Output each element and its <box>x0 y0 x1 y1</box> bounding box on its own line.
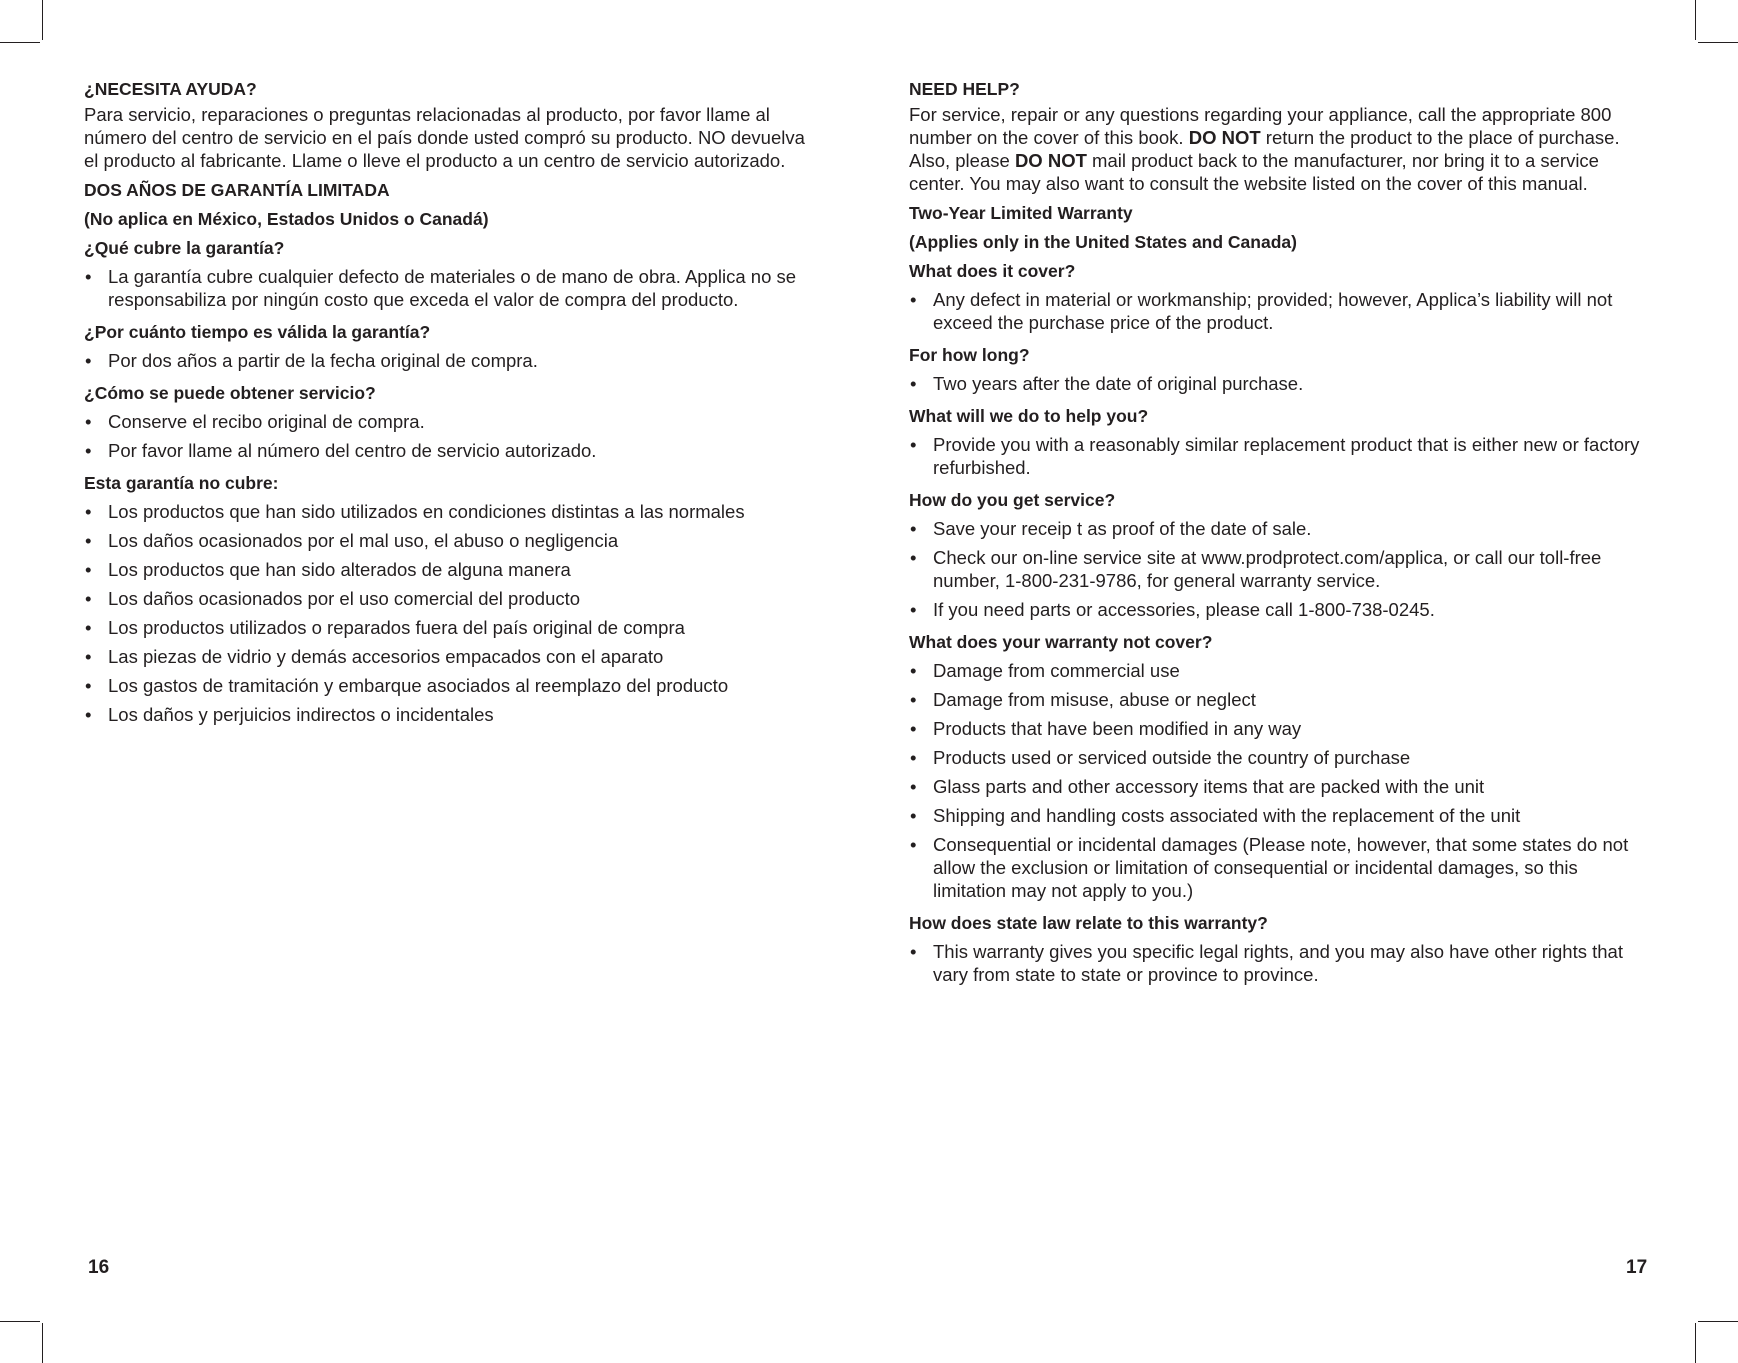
bullet-icon: • <box>910 660 917 681</box>
section-need-help <box>909 78 1654 195</box>
bullet-list <box>84 500 816 726</box>
list-item-text: Los productos que han sido alterados de alguna manera <box>108 559 571 580</box>
crop-mark <box>1695 1323 1696 1363</box>
list-item <box>84 500 816 523</box>
bullet-icon: • <box>910 805 917 826</box>
list-item <box>909 717 1654 740</box>
section-heading: Two-Year Limited Warranty <box>909 203 1133 223</box>
bullet-icon: • <box>910 747 917 768</box>
list-item-text: Los daños ocasionados por el uso comercial del producto <box>108 588 581 609</box>
bullet-icon: • <box>85 675 92 696</box>
list-item-text: Los productos que han sido utilizados en condiciones distintas a las normales <box>108 501 745 522</box>
section-not-cover <box>909 627 1654 902</box>
section-how-long <box>909 340 1654 395</box>
bullet-icon: • <box>85 617 92 638</box>
bullet-list <box>909 940 1654 986</box>
section-heading: (No aplica en México, Estados Unidos o Canadá) <box>84 209 489 229</box>
list-item-text: Las piezas de vidrio y demás accesorios empacados con el aparato <box>108 646 664 667</box>
list-item-text: Consequential or incidental damages (Please note, however, that some states do not allow the exclusion or limitation of consequential or incidental damages, so this limitation may not apply to you.) <box>933 834 1629 901</box>
bullet-list <box>909 433 1654 479</box>
list-item-text: Damage from commercial use <box>933 660 1180 681</box>
list-item-text: Any defect in material or workmanship; provided; however, Applica’s liability will not exceed the purchase price of the product. <box>933 289 1613 333</box>
list-item-text: Damage from misuse, abuse or neglect <box>933 689 1256 710</box>
bullet-icon: • <box>910 599 917 620</box>
bullet-icon: • <box>910 373 917 394</box>
section-what-cover <box>909 256 1654 334</box>
bullet-icon: • <box>85 350 92 371</box>
section-heading: How does state law relate to this warranty? <box>909 913 1268 933</box>
list-item <box>909 598 1654 621</box>
list-item-text: Products used or serviced outside the country of purchase <box>933 747 1411 768</box>
list-item-text: Two years after the date of original purchase. <box>933 373 1304 394</box>
list-item-text: Products that have been modified in any way <box>933 718 1302 739</box>
bullet-icon: • <box>85 411 92 432</box>
bullet-list <box>84 349 816 372</box>
section-state-law <box>909 908 1654 986</box>
bullet-icon: • <box>910 289 917 310</box>
section-heading: How do you get service? <box>909 490 1116 510</box>
left-page-column <box>84 78 816 732</box>
list-item <box>909 688 1654 711</box>
section-heading: Esta garantía no cubre: <box>84 473 279 493</box>
section-que-cubre <box>84 233 816 311</box>
list-item-text: This warranty gives you specific legal rights, and you may also have other rights that vary from state to state or province to province. <box>933 941 1623 985</box>
list-item <box>84 645 816 668</box>
list-item <box>909 372 1654 395</box>
section-garantia-scope <box>84 204 816 233</box>
section-heading: (Applies only in the United States and Canada) <box>909 232 1297 252</box>
section-heading: ¿Qué cubre la garantía? <box>84 238 285 258</box>
section-heading: What does it cover? <box>909 261 1076 281</box>
section-obtener-servicio <box>84 378 816 462</box>
section-heading: What will we do to help you? <box>909 406 1149 426</box>
section-heading: What does your warranty not cover? <box>909 632 1213 652</box>
list-item-text: Los gastos de tramitación y embarque asociados al reemplazo del producto <box>108 675 729 696</box>
bullet-icon: • <box>85 646 92 667</box>
list-item-text: Los daños ocasionados por el mal uso, el abuso o negligencia <box>108 530 619 551</box>
list-item-text: Conserve el recibo original de compra. <box>108 411 425 432</box>
list-item <box>84 265 816 311</box>
list-item <box>84 587 816 610</box>
bullet-icon: • <box>85 501 92 522</box>
list-item <box>84 439 816 462</box>
bullet-icon: • <box>85 440 92 461</box>
list-item <box>84 349 816 372</box>
section-warranty-title <box>909 198 1654 227</box>
page-number-left: 16 <box>88 1257 110 1278</box>
list-item-text: Por dos años a partir de la fecha original de compra. <box>108 350 538 371</box>
paragraph-text: mail product back to the manufacturer, nor bring it to a service center. You may also want to consult the website listed on the cover of this manual. <box>909 150 1599 194</box>
list-item <box>909 940 1654 986</box>
page-number-right: 17 <box>1626 1257 1648 1278</box>
emphasis-do-not: DO NOT <box>1188 127 1261 148</box>
bullet-icon: • <box>910 518 917 539</box>
bullet-icon: • <box>910 434 917 455</box>
list-item-text: Provide you with a reasonably similar replacement product that is either new or factory refurbished. <box>933 434 1640 478</box>
paragraph-text: return the product to the place of purchase. Also, please <box>909 127 1620 171</box>
list-item <box>909 517 1654 540</box>
section-heading: DOS AÑOS DE GARANTÍA LIMITADA <box>84 180 390 200</box>
list-item <box>909 546 1654 592</box>
list-item-text: La garantía cubre cualquier defecto de materiales o de mano de obra. Applica no se responsabiliza por ningún costo que exceda el valor de compra del producto. <box>108 266 797 310</box>
list-item-text: Shipping and handling costs associated with the replacement of the unit <box>933 805 1521 826</box>
bullet-list <box>909 372 1654 395</box>
list-item <box>909 746 1654 769</box>
list-item <box>909 804 1654 827</box>
crop-mark <box>1698 42 1738 43</box>
list-item-text: Check our on-line service site at www.prodprotect.com/applica, or call our toll-free number, 1-800-231-9786, for general warranty service. <box>933 547 1602 591</box>
crop-mark <box>1695 0 1696 40</box>
section-warranty-scope <box>909 227 1654 256</box>
section-paragraph: Para servicio, reparaciones o preguntas relacionadas al producto, por favor llame al número del centro de servicio en el país donde usted compró su producto. NO devuelva el producto al fabricante. Llame o lleve el producto a un centro de servicio autorizado. <box>84 104 805 171</box>
bullet-icon: • <box>910 834 917 855</box>
section-necesita-ayuda <box>84 78 816 172</box>
section-heading: For how long? <box>909 345 1030 365</box>
section-heading: ¿NECESITA AYUDA? <box>84 79 257 99</box>
list-item <box>909 833 1654 902</box>
section-garantia-title <box>84 175 816 204</box>
list-item-text: If you need parts or accessories, please call 1-800-738-0245. <box>933 599 1435 620</box>
list-item-text: Glass parts and other accessory items that are packed with the unit <box>933 776 1485 797</box>
bullet-icon: • <box>85 588 92 609</box>
list-item-text: Save your receip t as proof of the date of sale. <box>933 518 1312 539</box>
emphasis-do-not: DO NOT <box>1014 150 1087 171</box>
crop-mark <box>42 1323 43 1363</box>
bullet-icon: • <box>85 704 92 725</box>
list-item <box>84 674 816 697</box>
right-page-column <box>909 78 1654 992</box>
list-item-text: Los productos utilizados o reparados fuera del país original de compra <box>108 617 685 638</box>
bullet-icon: • <box>910 718 917 739</box>
crop-mark <box>0 1321 40 1322</box>
list-item <box>84 410 816 433</box>
bullet-list <box>909 517 1654 621</box>
section-cuanto-tiempo <box>84 317 816 372</box>
section-heading: ¿Cómo se puede obtener servicio? <box>84 383 376 403</box>
bullet-icon: • <box>85 530 92 551</box>
bullet-icon: • <box>910 776 917 797</box>
bullet-icon: • <box>910 547 917 568</box>
bullet-list <box>909 288 1654 334</box>
section-get-service <box>909 485 1654 621</box>
bullet-icon: • <box>85 266 92 287</box>
list-item <box>84 558 816 581</box>
bullet-icon: • <box>910 689 917 710</box>
crop-mark <box>1698 1321 1738 1322</box>
list-item <box>84 529 816 552</box>
bullet-icon: • <box>910 941 917 962</box>
paragraph-text: For service, repair or any questions regarding your appliance, call the appropriate 800 number on the cover of this book. <box>909 104 1612 148</box>
bullet-icon: • <box>85 559 92 580</box>
list-item-text: Los daños y perjuicios indirectos o incidentales <box>108 704 494 725</box>
list-item <box>84 703 816 726</box>
bullet-list <box>909 659 1654 902</box>
section-paragraph <box>909 103 1654 195</box>
list-item <box>909 659 1654 682</box>
list-item <box>909 288 1654 334</box>
list-item <box>84 616 816 639</box>
list-item <box>909 775 1654 798</box>
crop-mark <box>42 0 43 40</box>
section-help-you <box>909 401 1654 479</box>
section-no-cubre <box>84 468 816 726</box>
crop-mark <box>0 42 40 43</box>
section-heading: ¿Por cuánto tiempo es válida la garantía? <box>84 322 431 342</box>
bullet-list <box>84 410 816 462</box>
bullet-list <box>84 265 816 311</box>
list-item <box>909 433 1654 479</box>
section-heading: NEED HELP? <box>909 79 1020 99</box>
list-item-text: Por favor llame al número del centro de servicio autorizado. <box>108 440 597 461</box>
